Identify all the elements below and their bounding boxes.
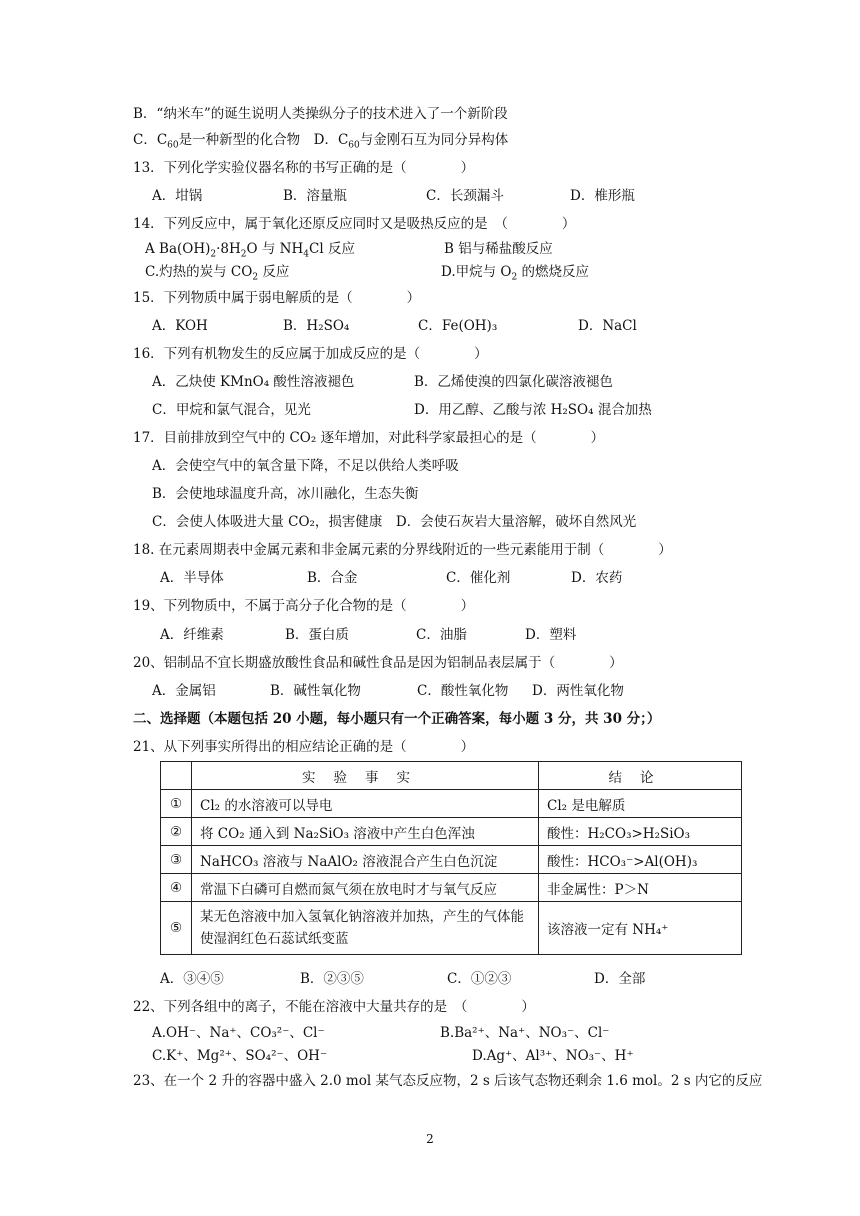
q17-option-c-d: C．会使人体吸进大量 CO₂，损害健康 D．会使石灰岩大量溶解，破坏自然风光 <box>152 514 637 530</box>
q18-option-d: D．农药 <box>571 570 623 586</box>
text: 与金刚石互为同分异构体 <box>359 132 509 148</box>
q14-option-d <box>441 263 589 281</box>
question-21: 21、从下列事实所得出的相应结论正确的是（ ） <box>133 739 475 755</box>
q14-option-c <box>145 263 289 281</box>
sub: 2 <box>252 272 259 283</box>
q21-option-b: B．②③⑤ <box>300 971 364 987</box>
question-18: 18. 在元素周期表中金属元素和非金属元素的分界线附近的一些元素能用于制（ ） <box>133 542 672 558</box>
row-fact: 常温下白磷可自燃而氮气须在放电时才与氧气反应 <box>192 874 539 902</box>
q16-option-b: B．乙烯使溴的四氯化碳溶液褪色 <box>414 374 613 390</box>
q19-option-c: C．油脂 <box>416 627 467 643</box>
option-c-d-c60 <box>133 131 508 149</box>
sub: 4 <box>303 249 309 260</box>
sub: 60 <box>348 140 360 151</box>
q13-option-c: C．长颈漏斗 <box>426 188 504 204</box>
q20-option-d: D．两性氧化物 <box>532 683 624 699</box>
question-15: 15．下列物质中属于弱电解质的是（ ） <box>133 290 421 306</box>
question-13: 13．下列化学实验仪器名称的书写正确的是（ ） <box>133 160 475 176</box>
q15-option-b: B．H₂SO₄ <box>283 318 350 334</box>
text: C.灼热的炭与 CO <box>145 264 253 280</box>
q22-option-d: D.Ag⁺、Al³⁺、NO₃⁻、H⁺ <box>472 1048 634 1064</box>
row-fact: NaHCO₃ 溶液与 NaAlO₂ 溶液混合产生白色沉淀 <box>192 846 539 874</box>
question-22: 22、下列各组中的离子，不能在溶液中大量共存的是 （ ） <box>133 999 535 1015</box>
q22-option-c: C.K⁺、Mg²⁺、SO₄²⁻、OH⁻ <box>152 1048 328 1064</box>
q15-option-d: D．NaCl <box>578 318 637 334</box>
row-conclusion: 酸性：HCO₃⁻>Al(OH)₃ <box>539 846 742 874</box>
q18-option-a: A．半导体 <box>160 570 224 586</box>
q20-option-b: B．碱性氧化物 <box>270 683 361 699</box>
row-conclusion: Cl₂ 是电解质 <box>539 790 742 818</box>
text: C．C <box>133 132 168 148</box>
question-20: 20、铝制品不宜长期盛放酸性食品和碱性食品是因为铝制品表层属于（ ） <box>133 655 623 671</box>
q22-option-b: B.Ba²⁺、Na⁺、NO₃⁻、Cl⁻ <box>440 1025 610 1041</box>
row-conclusion: 该溶液一定有 NH₄⁺ <box>539 902 742 955</box>
row-number: ④ <box>161 874 192 902</box>
option-b-nanocar: B．“纳米车”的诞生说明人类操纵分子的技术进入了一个新阶段 <box>133 106 508 122</box>
text: 是一种新型的化合物 D．C <box>178 132 349 148</box>
page-number: 2 <box>426 1132 434 1146</box>
q13-option-d: D．椎形瓶 <box>570 188 635 204</box>
q19-option-b: B．蛋白质 <box>285 627 349 643</box>
q22-option-a: A.OH⁻、Na⁺、CO₃²⁻、Cl⁻ <box>152 1025 325 1041</box>
q18-option-c: C．催化剂 <box>446 570 511 586</box>
sub: 2 <box>210 249 217 260</box>
sub: 60 <box>167 140 179 151</box>
q19-option-d: D．塑料 <box>525 627 577 643</box>
sub: 2 <box>511 272 518 283</box>
table-header-fact: 实验事实 <box>192 762 539 790</box>
q18-option-b: B．合金 <box>307 570 358 586</box>
q13-option-a: A．坩锅 <box>152 188 203 204</box>
row-number: ② <box>161 818 192 846</box>
section-2-heading: 二、选择题（本题包括 20 小题，每小题只有一个正确答案，每小题 3 分，共 30 分；） <box>133 711 661 727</box>
row-fact: Cl₂ 的水溶液可以导电 <box>192 790 539 818</box>
table-row <box>161 818 742 846</box>
question-17: 17．目前排放到空气中的 CO₂ 逐年增加，对此科学家最担心的是（ ） <box>133 430 605 446</box>
question-19: 19、下列物质中，不属于高分子化合物的是（ ） <box>133 598 475 614</box>
experiment-table <box>160 761 742 955</box>
row-conclusion: 非金属性：P＞N <box>539 874 742 902</box>
table-header-blank <box>161 762 192 790</box>
table-row <box>161 790 742 818</box>
table-row <box>161 874 742 902</box>
table-row <box>161 846 742 874</box>
q21-option-a: A．③④⑤ <box>160 971 224 987</box>
question-14: 14．下列反应中，属于氧化还原反应同时又是吸热反应的是 （ ） <box>133 216 576 232</box>
row-conclusion: 酸性：H₂CO₃>H₂SiO₃ <box>539 818 742 846</box>
q14-option-b: B 铝与稀盐酸反应 <box>444 241 553 257</box>
q21-option-d: D．全部 <box>594 971 646 987</box>
table-header-row <box>161 762 742 790</box>
q16-option-c: C．甲烷和氯气混合，见光 <box>152 402 311 418</box>
q16-option-d: D．用乙醇、乙酸与浓 H₂SO₄ 混合加热 <box>414 402 652 418</box>
q21-option-c: C．①②③ <box>447 971 512 987</box>
text: D.甲烷与 O <box>441 264 512 280</box>
question-23: 23、在一个 2 升的容器中盛入 2.0 mol 某气态反应物，2 s 后该气态物还剩余 1.6 mol。2 s 内它的反应 <box>133 1073 763 1089</box>
text: O 与 NH <box>246 241 304 257</box>
table-header-conclusion: 结论 <box>539 762 742 790</box>
question-16: 16．下列有机物发生的反应属于加成反应的是（ ） <box>133 346 488 362</box>
sub: 2 <box>240 249 247 260</box>
text: A Ba(OH) <box>145 241 211 257</box>
row-fact: 将 CO₂ 通入到 Na₂SiO₃ 溶液中产生白色浑浊 <box>192 818 539 846</box>
q19-option-a: A．纤维素 <box>160 627 224 643</box>
row-fact: 某无色溶液中加入氢氧化钠溶液并加热，产生的气体能使湿润红色石蕊试纸变蓝 <box>192 902 539 955</box>
q20-option-a: A．金属铝 <box>152 683 216 699</box>
q15-option-a: A．KOH <box>152 318 208 334</box>
text: 反应 <box>258 264 290 280</box>
q13-option-b: B．溶量瓶 <box>283 188 347 204</box>
table-row <box>161 902 742 955</box>
q17-option-b: B．会使地球温度升高，冰川融化，生态失衡 <box>152 486 419 502</box>
text: 的燃烧反应 <box>517 264 590 280</box>
q15-option-c: C．Fe(OH)₃ <box>418 318 498 334</box>
q16-option-a: A．乙炔使 KMnO₄ 酸性溶液褪色 <box>152 374 355 390</box>
row-number: ③ <box>161 846 192 874</box>
row-number: ① <box>161 790 192 818</box>
text: Cl 反应 <box>309 241 355 257</box>
q20-option-c: C．酸性氧化物 <box>417 683 509 699</box>
q14-option-a <box>145 240 355 258</box>
q17-option-a: A．会使空气中的氧含量下降，不足以供给人类呼吸 <box>152 458 459 474</box>
text: ·8H <box>216 241 241 257</box>
row-number: ⑤ <box>161 902 192 955</box>
